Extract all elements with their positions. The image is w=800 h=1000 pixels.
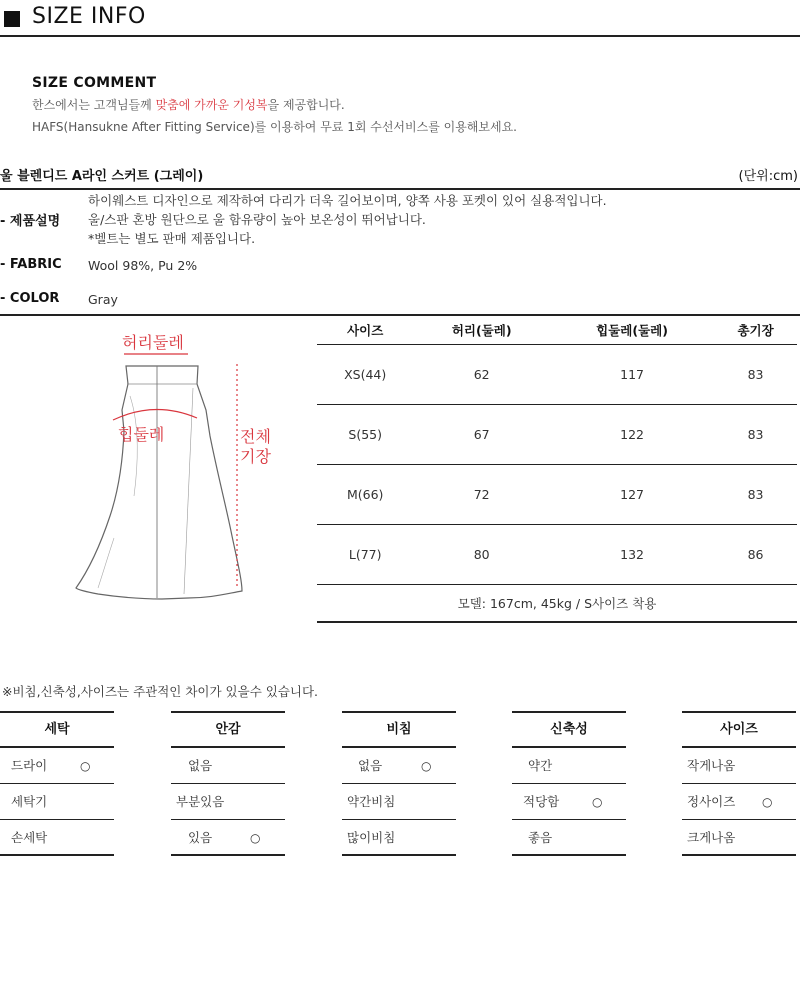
table-row — [317, 524, 797, 584]
selected-mark: ○ — [421, 759, 432, 773]
hip-measure-curve — [113, 409, 197, 420]
fit-table-title: 신축성 — [512, 711, 626, 748]
fit-option-row — [512, 784, 626, 820]
size-info-header — [0, 0, 800, 37]
line1-highlight: 맞춤에 가까운 기성복 — [155, 98, 268, 112]
pocket-fold — [130, 396, 137, 496]
size-comment-heading: SIZE COMMENT — [32, 75, 157, 91]
fit-table-lining — [171, 711, 285, 856]
selected-mark: ○ — [250, 831, 261, 845]
description-text — [88, 191, 607, 248]
length-label-1: 전체 — [240, 427, 271, 446]
fit-option-label: 크게나옴 — [687, 830, 736, 845]
fabric-value: Wool 98%, Pu 2% — [88, 258, 198, 273]
fit-option-row — [682, 748, 796, 784]
hip-cell: 132 — [550, 524, 714, 584]
square-bullet-icon — [4, 11, 20, 27]
size-comment-line-1 — [32, 96, 517, 113]
fit-option-row — [171, 820, 285, 856]
skirt-measurement-diagram — [60, 326, 300, 612]
size-table-header-row — [317, 316, 797, 344]
fit-option-row — [342, 784, 456, 820]
waist-cell: 62 — [413, 344, 550, 404]
size-cell: L(77) — [317, 524, 413, 584]
selected-mark: ○ — [80, 759, 91, 773]
fit-option-label: 약간 — [528, 758, 553, 773]
hip-label: 힙둘레 — [118, 425, 165, 444]
fit-option-label: 있음 — [188, 830, 213, 845]
fit-option-row — [171, 748, 285, 784]
product-name: 울 블렌디드 A라인 스커트 (그레이) — [0, 169, 204, 184]
fit-option-label: 좋음 — [528, 830, 553, 845]
fit-option-label: 약간비침 — [347, 794, 396, 809]
subjective-notice: ※비침,신축성,사이즈는 주관적인 차이가 있을수 있습니다. — [2, 684, 319, 699]
description-line-1: 하이웨스트 디자인으로 제작하여 다리가 더욱 길어보이며, 양쪽 사용 포켓이 있어 실용적입니다. — [88, 193, 607, 208]
waist-cell: 72 — [413, 464, 550, 524]
table-row — [317, 464, 797, 524]
table-row — [317, 344, 797, 404]
unit-label: (단위:cm) — [738, 169, 798, 184]
hip-cell: 127 — [550, 464, 714, 524]
hip-cell: 122 — [550, 404, 714, 464]
fit-table-size — [682, 711, 796, 856]
fit-option-row — [0, 784, 114, 820]
color-label: - COLOR — [0, 291, 60, 306]
fit-table-title: 비침 — [342, 711, 456, 748]
waist-cell: 67 — [413, 404, 550, 464]
table-row — [317, 404, 797, 464]
fit-option-label: 적당함 — [523, 794, 560, 809]
fit-option-label: 작게나옴 — [687, 758, 736, 773]
fabric-label: - FABRIC — [0, 257, 62, 272]
skirt-outline — [76, 366, 242, 599]
description-line-3: *벨트는 별도 판매 제품입니다. — [88, 231, 256, 246]
size-cell: XS(44) — [317, 344, 413, 404]
fit-option-row — [512, 820, 626, 856]
product-divider — [0, 188, 800, 190]
fit-option-label: 없음 — [188, 758, 213, 773]
waist-label: 허리둘레 — [122, 333, 184, 352]
length-cell: 83 — [714, 404, 797, 464]
fit-option-row — [682, 784, 796, 820]
length-label-2: 기장 — [240, 447, 271, 466]
fit-table-washing — [0, 711, 114, 856]
length-cell: 86 — [714, 524, 797, 584]
fit-option-row — [171, 784, 285, 820]
fit-table-title: 세탁 — [0, 711, 114, 748]
color-value: Gray — [88, 292, 118, 307]
fit-option-label: 많이비침 — [347, 830, 396, 845]
model-info: 모델: 167cm, 45kg / S사이즈 착용 — [317, 584, 797, 622]
size-comment-section — [32, 75, 517, 135]
length-cell: 83 — [714, 344, 797, 404]
fit-option-row — [0, 748, 114, 784]
fit-table-title: 안감 — [171, 711, 285, 748]
hip-cell: 117 — [550, 344, 714, 404]
fit-option-label: 드라이 — [11, 758, 48, 773]
fit-option-label: 부분있음 — [176, 794, 225, 809]
fit-table-elasticity — [512, 711, 626, 856]
fit-option-label: 세탁기 — [11, 794, 48, 809]
line1-before: 한스에서는 고객님들께 — [32, 98, 156, 112]
selected-mark: ○ — [592, 795, 603, 809]
description-label: - 제품설명 — [0, 214, 61, 229]
size-cell: S(55) — [317, 404, 413, 464]
size-table — [317, 316, 797, 623]
fit-option-row — [0, 820, 114, 856]
page-title: SIZE INFO — [32, 4, 146, 29]
fit-option-row — [342, 748, 456, 784]
fit-table-sheerness — [342, 711, 456, 856]
model-info-row — [317, 584, 797, 622]
fit-option-label: 없음 — [358, 758, 383, 773]
fit-option-row — [512, 748, 626, 784]
hem-fold — [98, 538, 114, 588]
fit-table-title: 사이즈 — [682, 711, 796, 748]
side-fold — [184, 388, 193, 594]
size-comment-line-2: HAFS(Hansukne After Fitting Service)를 이용하여 무료 1회 수선서비스를 이용해보세요. — [32, 120, 517, 134]
fit-option-row — [342, 820, 456, 856]
waist-cell: 80 — [413, 524, 550, 584]
size-cell: M(66) — [317, 464, 413, 524]
length-cell: 83 — [714, 464, 797, 524]
line1-after: 을 제공합니다. — [267, 98, 345, 112]
fit-option-row — [682, 820, 796, 856]
fit-option-label: 정사이즈 — [687, 794, 736, 809]
header-waist: 허리(둘레) — [413, 316, 550, 344]
header-hip: 힙둘레(둘레) — [550, 316, 714, 344]
fit-option-label: 손세탁 — [11, 830, 48, 845]
header-length: 총기장 — [714, 316, 797, 344]
header-size: 사이즈 — [317, 316, 413, 344]
description-line-2: 울/스판 혼방 원단으로 울 함유량이 높아 보온성이 뛰어납니다. — [88, 212, 426, 227]
selected-mark: ○ — [762, 795, 773, 809]
